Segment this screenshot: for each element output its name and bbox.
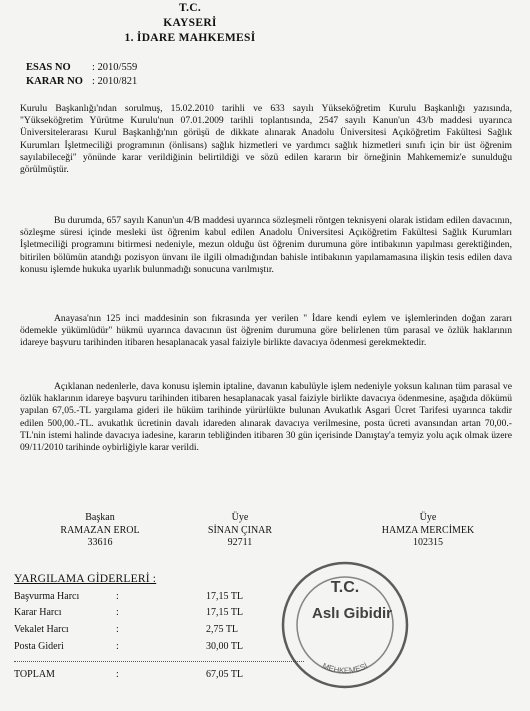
costs-title: YARGILAMA GİDERLERİ : (14, 573, 157, 585)
cost-value: 2,75 TL (206, 624, 239, 635)
header-tc: T.C. (178, 2, 202, 14)
cost-label: Karar Harcı (14, 607, 62, 618)
cost-value: 30,00 TL (206, 641, 244, 652)
signature-number: 92711 (227, 537, 253, 548)
cost-label: Vekalet Harcı (14, 624, 69, 635)
signature-role: Üye (419, 512, 437, 523)
karar-value: : 2010/821 (92, 76, 138, 87)
cost-row (14, 641, 304, 654)
paragraph-4: Açıklanan nedenlerle, dava konusu işlemin iptaline, davanın kabulüyle işlem nedeniyle yoksun kalınan tüm parasal ve özlük haklarının idareye başvuru tarihinden itibaren hesaplanacak yasal faiziyle birlikte davacıya ödenmesine, aşağıda dökümü yapılan 67,05.-TL yargılama gideri ile hüküm tarihinde yürürlükte bulunan Avukatlık Asgari Ücret Tarifesi uyarınca takdir edilen 500,00.-TL. avukatlık ücretinin davalı idareden alınarak davacıya verilmesine, posta ücreti avansından artan 70,00.-TL'nin istemi halinde davacıya iadesine, kararın tebliğinden itibaren 30 gün içerisinde Danıştay'a temyiz yolu açık olmak üzere 09/11/2010 tarihinde oybirliğiyle karar verildi. (20, 381, 512, 454)
karar-label: KARAR NO (26, 76, 83, 87)
cost-total-colon: : (116, 669, 119, 680)
cost-value: 17,15 TL (206, 607, 244, 618)
paragraph-1: Kurulu Başkanlığı'ndan sorulmuş, 15.02.2010 tarihli ve 633 sayılı Yükseköğretim Kurulu Başkanlığı yazısında, "Yükseköğretim Yürütme Kurulu'nun 07.01.2009 tarihli toplantısında, 2547 sayılı Kanun'un 43/b maddesi uyarınca Üniversitelerarası Kurul Başkanlığı'nın görüşü de dikkate alınarak Anadolu Üniversitesi Açıköğretim Fakültesi Sağlık Kurumları İşletmeciliği programının (önlisans) sağlık hizmetleri ve yardımcı sağlık hizmetleri sınıfı için bir üst öğrenim sayılabileceği" yönünde karar verildiğinin belirtildiği ve sözü edilen kararın bir örneğinin Mahkememiz'e sunulduğu görülmüştür. (20, 103, 512, 176)
cost-row (14, 624, 304, 637)
cost-row (14, 591, 304, 604)
signature-role: Üye (231, 512, 249, 523)
signature-member-2 (358, 512, 498, 550)
esas-label: ESAS NO (26, 62, 71, 73)
cost-total-value: 67,05 TL (206, 669, 244, 680)
signature-name: RAMAZAN EROL (60, 524, 140, 536)
certified-stamp (270, 550, 420, 700)
signature-role: Başkan (85, 512, 115, 523)
cost-colon: : (116, 607, 119, 618)
header-city: KAYSERİ (163, 17, 217, 29)
esas-no (26, 62, 326, 73)
cost-colon: : (116, 591, 119, 602)
costs-divider (14, 661, 304, 662)
signature-president (30, 512, 170, 550)
signature-name: HAMZA MERCİMEK (381, 524, 475, 536)
cost-row (14, 607, 304, 620)
paragraph-3: Anayasa'nın 125 inci maddesinin son fıkrasında yer verilen " İdare kendi eylem ve işlemlerinden doğan zararı ödemekle yükümlüdür" hükmü uyarınca davacının üst öğrenim durumuna göre belirlenen tüm parasal ve özlük haklarının idareye başvuru tarihinden itibaren hesaplanacak yasal faiziyle birlikte davacıya ödenmesi gerekmektedir. (20, 313, 512, 349)
signature-number: 33616 (87, 537, 113, 548)
cost-colon: : (116, 624, 119, 635)
stamp-ring-text: MEHKEMESİ (320, 661, 370, 676)
stamp-top-text: T.C. (330, 579, 360, 596)
esas-value: : 2010/559 (92, 62, 138, 73)
cost-label: Posta Gideri (14, 641, 64, 652)
cost-label: Başvurma Harcı (14, 591, 80, 602)
header-court: 1. İDARE MAHKEMESİ (124, 32, 256, 44)
costs-table (14, 591, 314, 691)
stamp-mid-text: Aslı Gibidir (311, 605, 393, 622)
cost-total-row (14, 669, 304, 682)
paragraph-2: Bu durumda, 657 sayılı Kanun'un 4/B maddesi uyarınca sözleşmeli röntgen teknisyeni olarak istidam edilen davacının, sözleşme süresi içinde mesleki üst öğrenim kabul edilen Anadolu Üniversitesi Açıköğretim Fakültesi Sağlık Kurumları İşletmeciliği programını bitirmesi nedeniyle, mezun olduğu üst öğrenim durumuna göre intibakının yapılması gerektiğinden, bitirilen bölümün atandığı pozisyon ünvanı ile ilgili olmadığından bahisle intibakının yapılamamasına ilişkin tesis edilen dava konusu işlemde hukuka uyarlık bulunmadığı sonucuna varılmıştır. (20, 215, 512, 275)
karar-no (26, 76, 326, 87)
cost-value: 17,15 TL (206, 591, 244, 602)
cost-colon: : (116, 641, 119, 652)
signature-member-1 (170, 512, 310, 550)
stamp-icon (270, 550, 420, 700)
signature-number: 102315 (413, 537, 443, 548)
signature-name: SİNAN ÇINAR (207, 524, 273, 536)
cost-total-label: TOPLAM (14, 669, 55, 680)
